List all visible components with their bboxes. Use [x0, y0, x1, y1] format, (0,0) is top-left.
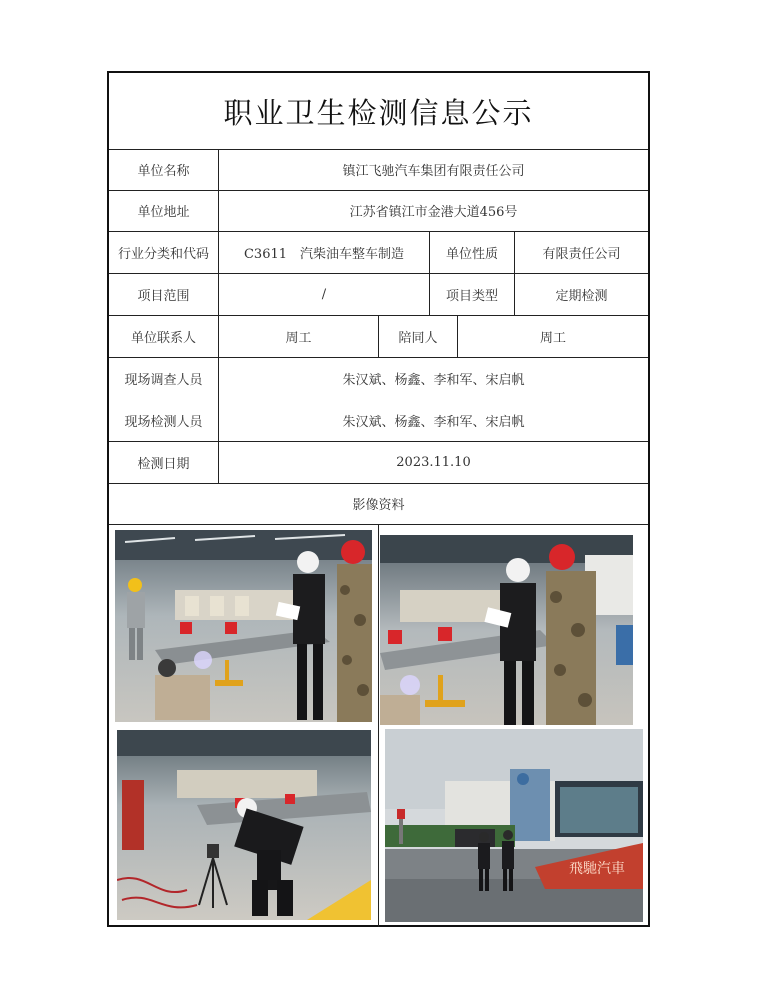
test-date-value: 2023.11.10 — [396, 454, 471, 470]
photo-company-entrance — [385, 729, 643, 922]
test-staff-value: 朱汉斌、杨鑫、李和军、宋启帆 — [342, 414, 525, 430]
notice-frame — [107, 71, 650, 927]
industry-value: C3611 汽柴油车整车制造 — [243, 246, 405, 262]
test-staff-label: 现场检测人员 — [124, 414, 203, 430]
project-type-label: 项目类型 — [445, 288, 498, 304]
contact-value: 周工 — [285, 330, 312, 346]
test-date-label: 检测日期 — [137, 456, 190, 472]
project-scope-value: / — [321, 286, 327, 302]
images-header: 影像资料 — [352, 498, 405, 513]
photo-workshop-inspection-2 — [380, 535, 633, 725]
project-scope-label: 项目范围 — [137, 288, 190, 304]
unit-name-value: 镇江飞驰汽车集团有限责任公司 — [342, 164, 525, 179]
column-divider — [378, 524, 379, 927]
accompany-value: 周工 — [539, 330, 566, 346]
unit-name-label: 单位名称 — [137, 164, 190, 179]
page-title: 职业卫生检测信息公示 — [223, 95, 534, 130]
accompany-label: 陪同人 — [398, 330, 438, 346]
unit-nature-value: 有限责任公司 — [542, 246, 621, 262]
photo-noise-measurement — [117, 730, 371, 920]
industry-label: 行业分类和代码 — [117, 246, 209, 262]
photo-workshop-inspection-1 — [115, 530, 372, 722]
project-type-value: 定期检测 — [555, 288, 608, 304]
contact-label: 单位联系人 — [130, 330, 196, 346]
unit-nature-label: 单位性质 — [445, 246, 498, 262]
unit-address-label: 单位地址 — [137, 205, 190, 220]
sign-lettering: 飛馳汽車 — [569, 861, 625, 877]
survey-staff-value: 朱汉斌、杨鑫、李和军、宋启帆 — [342, 372, 525, 388]
survey-staff-label: 现场调查人员 — [124, 372, 203, 388]
unit-address-value: 江苏省镇江市金港大道456号 — [349, 205, 518, 220]
